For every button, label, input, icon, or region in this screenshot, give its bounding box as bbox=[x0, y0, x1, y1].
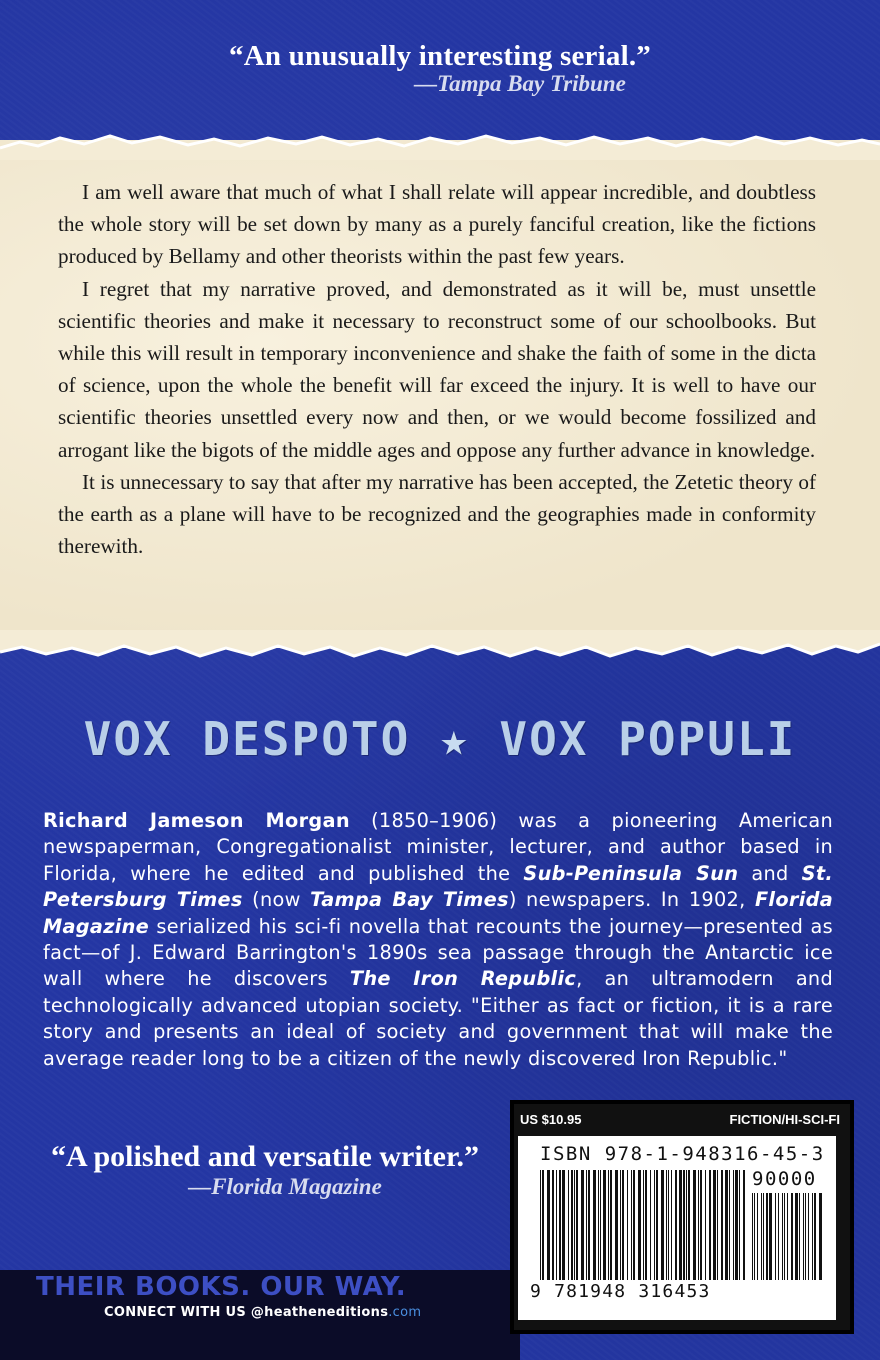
barcode-bar bbox=[586, 1170, 587, 1280]
barcode-bar bbox=[552, 1170, 554, 1280]
connect-line bbox=[104, 1305, 421, 1320]
barcode-bar bbox=[666, 1170, 667, 1280]
barcode-bar bbox=[775, 1193, 776, 1280]
slogan bbox=[0, 712, 880, 766]
barcode-bar bbox=[576, 1170, 578, 1280]
barcode-bar bbox=[675, 1170, 677, 1280]
author-bio bbox=[43, 808, 833, 1072]
excerpt-text bbox=[58, 176, 816, 562]
social-handle: @heatheneditions bbox=[250, 1305, 389, 1320]
barcode-bar bbox=[571, 1170, 573, 1280]
author-name: Richard Jameson Morgan bbox=[43, 809, 350, 832]
barcode-bar bbox=[757, 1193, 758, 1280]
barcode-bar bbox=[603, 1170, 606, 1280]
connect-label: CONNECT WITH US bbox=[104, 1305, 247, 1320]
top-quote-text: “An unusually interesting serial.” bbox=[229, 40, 651, 72]
barcode-bar bbox=[791, 1193, 793, 1280]
barcode-bar bbox=[581, 1170, 584, 1280]
barcode-bar bbox=[671, 1170, 672, 1280]
price-code-text: 90000 bbox=[752, 1168, 817, 1190]
barcode-bar bbox=[763, 1193, 764, 1280]
price-barcode bbox=[752, 1193, 824, 1280]
bottom-quote-text: “A polished and versatile writer.” bbox=[50, 1140, 480, 1173]
barcode-bar bbox=[754, 1193, 755, 1280]
bio-text: , an ultramodern and technologically advanced utopian society. "Either as fact or fiction, it is a rare story and presents an ideal of society and government that will make the average reader long to be a citizen of the newly discovered Iron Republic." bbox=[43, 967, 833, 1070]
barcode-bar bbox=[622, 1170, 624, 1280]
barcode-bar bbox=[547, 1170, 550, 1280]
barcode-bar bbox=[650, 1170, 651, 1280]
barcode-bar bbox=[540, 1170, 541, 1280]
barcode-bar bbox=[688, 1170, 690, 1280]
barcode-bar bbox=[631, 1170, 632, 1280]
barcode-bar bbox=[735, 1170, 738, 1280]
social-domain: .com bbox=[388, 1305, 422, 1320]
barcode-digits: 9 781948 316453 bbox=[530, 1281, 711, 1302]
barcode-bar bbox=[729, 1170, 730, 1280]
bio-text: and bbox=[738, 861, 802, 885]
barcode-bar bbox=[656, 1170, 658, 1280]
bottom-quote-source: —Florida Magazine bbox=[188, 1174, 382, 1199]
barcode-bar bbox=[812, 1193, 813, 1280]
barcode-bar bbox=[568, 1170, 569, 1280]
barcode-bar bbox=[787, 1193, 788, 1280]
paper-top-tear bbox=[0, 126, 880, 160]
barcode-bar bbox=[645, 1170, 647, 1280]
barcode-bar bbox=[700, 1170, 702, 1280]
bio-text: ) newspapers. In 1902, bbox=[508, 888, 755, 912]
barcode-bar bbox=[556, 1170, 557, 1280]
barcode-bar bbox=[778, 1193, 779, 1280]
barcode-bar bbox=[593, 1170, 596, 1280]
barcode-bar bbox=[803, 1193, 804, 1280]
category-label: FICTION/HI-SCI-FI bbox=[729, 1112, 840, 1127]
paper-bottom-tear bbox=[0, 630, 880, 670]
barcode-bar bbox=[654, 1170, 655, 1280]
barcode-bar bbox=[733, 1170, 734, 1280]
barcode-bar bbox=[698, 1170, 699, 1280]
barcode-bar bbox=[784, 1193, 785, 1280]
barcode-bar bbox=[574, 1170, 575, 1280]
barcode-bar bbox=[743, 1170, 745, 1280]
barcode-bar bbox=[725, 1170, 728, 1280]
newspaper-title: Tampa Bay Times bbox=[310, 888, 509, 912]
barcode-bar bbox=[668, 1170, 669, 1280]
isbn-barcode bbox=[540, 1170, 746, 1280]
barcode-bar bbox=[633, 1170, 635, 1280]
barcode-bar bbox=[709, 1170, 711, 1280]
barcode-bar bbox=[598, 1170, 599, 1280]
bio-text: (1850–1906) was a pioneering American newspaperman, Congregationalist minister, lecturer, and author based in Florida, where he edited and published the bbox=[43, 809, 833, 885]
barcode-bar bbox=[620, 1170, 621, 1280]
barcode-bar bbox=[615, 1170, 618, 1280]
barcode-bar bbox=[627, 1170, 628, 1280]
barcode-bar bbox=[679, 1170, 682, 1280]
top-quote-source: —Tampa Bay Tribune bbox=[414, 71, 626, 96]
price-label: US $10.95 bbox=[520, 1112, 582, 1127]
barcode-bar bbox=[752, 1193, 753, 1280]
star-icon: ★ bbox=[439, 712, 470, 766]
isbn-text: ISBN 978-1-948316-45-3 bbox=[540, 1143, 825, 1165]
barcode-bar bbox=[683, 1170, 685, 1280]
publisher-tagline: THEIR BOOKS. OUR WAY. bbox=[36, 1272, 407, 1302]
bottom-quote bbox=[40, 1140, 490, 1200]
barcode-bar bbox=[693, 1170, 696, 1280]
barcode-bar bbox=[638, 1170, 641, 1280]
barcode-bar bbox=[686, 1170, 687, 1280]
barcode-bar bbox=[559, 1170, 561, 1280]
bio-text: (now bbox=[242, 888, 311, 912]
barcode-bar bbox=[600, 1170, 601, 1280]
barcode-bar bbox=[782, 1193, 783, 1280]
bio-text: serialized his sci-fi novella that recounts the journey—presented as fact—of J. Edward Barrington's 1890s sea passage through the Antarctic ice wall where he discovers bbox=[43, 914, 833, 991]
slogan-right: VOX POPULI bbox=[499, 712, 797, 766]
barcode-bar bbox=[542, 1170, 544, 1280]
excerpt-paragraph: It is unnecessary to say that after my narrative has been accepted, the Zetetic theory of the earth as a plane will have to be recognized and the geographies made in conformity therewith. bbox=[58, 469, 816, 559]
magazine-title: Florida Magazine bbox=[43, 888, 834, 938]
book-title: The Iron Republic bbox=[349, 967, 577, 991]
barcode-bar bbox=[819, 1193, 822, 1280]
barcode-bar bbox=[661, 1170, 664, 1280]
excerpt-paragraph: I regret that my narrative proved, and demonstrated as it will be, must unsettle scientific theories and make it necessary to reconstruct some of our schoolbooks. But while this will result in temporary inconvenience and shake the faith of some in the dicta of science, upon the whole the benefit will far exceed the injury. It is well to have our scientific theories unsettled every now and then, or we would become fossilized and arrogant like the bigots of the middle ages and oppose any further advance in knowledge. bbox=[58, 276, 816, 462]
newspaper-title: Sub-Peninsula Sun bbox=[523, 861, 739, 885]
barcode-bar bbox=[739, 1170, 740, 1280]
slogan-left: VOX DESPOTO bbox=[83, 712, 411, 766]
barcode-bar bbox=[610, 1170, 612, 1280]
barcode-bar bbox=[766, 1193, 768, 1280]
barcode-bar bbox=[717, 1170, 718, 1280]
newspaper-title: St. Petersburg Times bbox=[43, 861, 833, 912]
barcode-bar bbox=[814, 1193, 816, 1280]
excerpt-paragraph: I am well aware that much of what I shall relate will appear incredible, and doubtless the whole story will be set down by many as a purely fanciful creation, like the fictions produced by Bellamy and other theorists within the past few years. bbox=[58, 180, 816, 269]
barcode-bar bbox=[588, 1170, 590, 1280]
barcode-bar bbox=[769, 1193, 772, 1280]
barcode-bar bbox=[761, 1193, 762, 1280]
barcode-bar bbox=[805, 1193, 806, 1280]
barcode-bar bbox=[808, 1193, 809, 1280]
barcode-header bbox=[518, 1108, 840, 1134]
barcode-bar bbox=[795, 1193, 798, 1280]
barcode-bar bbox=[562, 1170, 565, 1280]
barcode-bar bbox=[721, 1170, 723, 1280]
barcode-bar bbox=[799, 1193, 800, 1280]
barcode-bar bbox=[713, 1170, 716, 1280]
barcode-bar bbox=[643, 1170, 644, 1280]
barcode-bar bbox=[705, 1170, 706, 1280]
barcode-bar bbox=[608, 1170, 609, 1280]
top-quote bbox=[0, 40, 880, 97]
